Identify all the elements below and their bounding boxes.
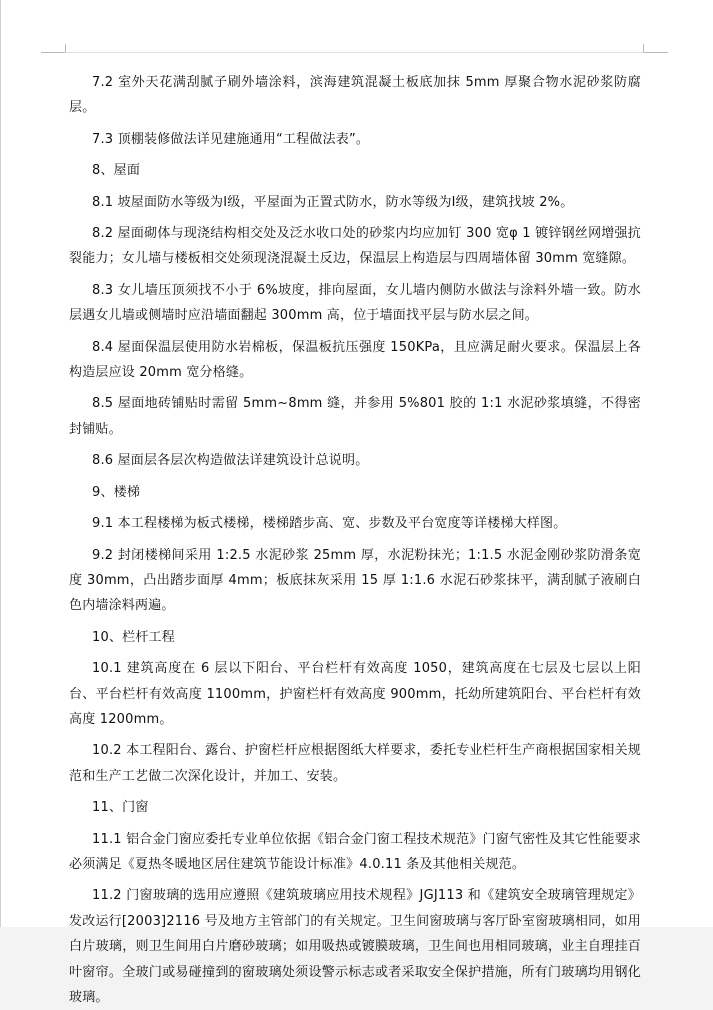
header-line	[65, 52, 644, 53]
crop-mark-top-right-h	[643, 52, 668, 53]
paragraph-9-1: 9.1 本工程楼梯为板式楼梯，楼梯踏步高、宽、步数及平台宽度等详楼梯大样图。	[92, 516, 567, 532]
heading-8: 8、屋面	[92, 163, 141, 179]
paragraph-7-2: 7.2 室外天花满刮腻子刷外墙涂料，滨海建筑混凝土板底加抹 5mm 厚聚合物水泥砂浆防腐层。	[69, 75, 641, 116]
paragraph-10-2: 10.2 本工程阳台、露台、护窗栏杆应根据图纸大样要求，委托专业栏杆生产商根据国家相关规范和生产工艺做二次深化设计，并加工、安装。	[69, 743, 641, 784]
paragraph-8-1: 8.1 坡屋面防水等级为Ⅰ级，平屋面为正置式防水，防水等级为Ⅰ级，建筑找坡 2%。	[92, 194, 574, 210]
crop-mark-top-left-h	[41, 52, 66, 53]
heading-9: 9、楼梯	[92, 484, 141, 500]
paragraph-8-4: 8.4 屋面保温层使用防水岩棉板，保温板抗压强度 150KPa，且应满足耐火要求。保温层上各构造层应设 20mm 宽分格缝。	[69, 339, 641, 381]
paragraph-9-2: 9.2 封闭楼梯间采用 1:2.5 水泥砂浆 25mm 厚，水泥粉抹光；1:1.5 水泥金刚砂浆防滑条宽度 30mm，凸出踏步面厚 4mm；板底抹灰采用 15 厚 1:1.6 水泥石砂浆抹平，满刮腻子液刷白色内墙涂料两遍。	[69, 547, 641, 614]
paragraph-8-5: 8.5 屋面地砖铺贴时需留 5mm~8mm 缝，并参用 5%801 胶的 1:1 水泥砂浆填缝，不得密封铺贴。	[69, 396, 641, 437]
paragraph-10-1: 10.1 建筑高度在 6 层以下阳台、平台栏杆有效高度 1050，建筑高度在七层及七层以上阳台、平台栏杆有效高度 1100mm，护窗栏杆有效高度 900mm，托幼所建筑阳台、平台栏杆有效高度 1200mm。	[69, 661, 641, 727]
heading-11: 11、门窗	[92, 800, 149, 816]
document-body	[69, 70, 641, 1010]
paragraph-8-6: 8.6 屋面层各层次构造做法详建筑设计总说明。	[92, 453, 369, 469]
paragraph-11-2: 11.2 门窗玻璃的选用应遵照《建筑玻璃应用技术规程》JGJ113 和《建筑安全玻璃管理规定》发改运行[2003]2116 号及地方主管部门的有关规定。卫生间窗玻璃与客厅卧室窗玻璃相同，如用白片玻璃，则卫生间用白片磨砂玻璃；如用吸热或镀膜玻璃，卫生间也用相同玻璃，业主自理挂百叶窗帘。全玻门或易碰撞到的窗玻璃处须设警示标志或者采取安全保护措施，所有门玻璃均用钢化玻璃。	[69, 888, 641, 1005]
paragraph-7-3: 7.3 顶棚装修做法详见建施通用“工程做法表”。	[92, 131, 370, 147]
heading-10: 10、栏杆工程	[92, 629, 175, 645]
paragraph-8-2: 8.2 屋面砌体与现浇结构相交处及泛水收口处的砂浆内均应加钉 300 宽φ 1 镀锌钢丝网增强抗裂能力；女儿墙与楼板相交处须现浇混凝土反边，保温层上构造层与四周墙体留 30mm 宽缝隙。	[69, 226, 641, 267]
paragraph-8-3: 8.3 女儿墙压顶须找不小于 6%坡度，排向屋面，女儿墙内侧防水做法与涂料外墙一致。防水层遇女儿墙或侧墙时应沿墙面翻起 300mm 高，位于墙面找平层与防水层之间。	[69, 282, 641, 324]
paragraph-11-1: 11.1 铝合金门窗应委托专业单位依据《铝合金门窗工程技术规范》门窗气密性及其它性能要求必须满足《夏热冬暖地区居住建筑节能设计标准》4.0.11 条及其他相关规范。	[69, 831, 641, 872]
